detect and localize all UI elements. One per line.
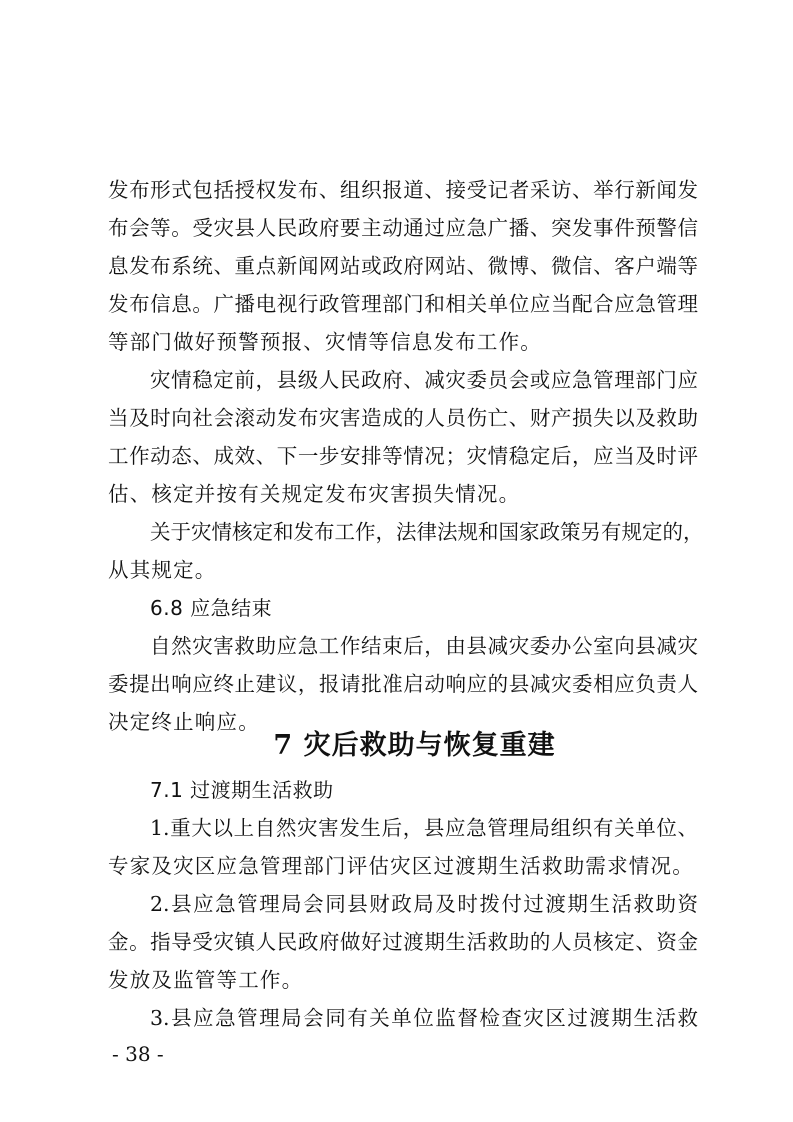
paragraph-line: 专家及灾区应急管理部门评估灾区过渡期生活救助需求情况。 [108, 854, 694, 878]
paragraph-line: 2.县应急管理局会同县财政局及时拨付过渡期生活救助资 [150, 892, 698, 916]
paragraph-line: 从其规定。 [108, 558, 217, 582]
paragraph-line: 关于灾情核定和发布工作，法律法规和国家政策另有规定的， [150, 520, 704, 544]
paragraph-line: 息发布系统、重点新闻网站或政府网站、微博、微信、客户端等 [108, 254, 698, 278]
paragraph-line: 委提出响应终止建议，报请批准启动响应的县减灾委相应负责人 [108, 672, 698, 696]
paragraph-line: 当及时向社会滚动发布灾害造成的人员伤亡、财产损失以及救助 [108, 406, 698, 430]
paragraph-line: 等部门做好预警预报、灾情等信息发布工作。 [108, 330, 542, 354]
paragraph-line: 发布形式包括授权发布、组织报道、接受记者采访、举行新闻发 [108, 178, 698, 202]
paragraph-line: 金。指导受灾镇人民政府做好过渡期生活救助的人员核定、资金 [108, 930, 698, 954]
paragraph-line: 布会等。受灾县人民政府要主动通过应急广播、突发事件预警信 [108, 216, 698, 240]
paragraph-line: 1.重大以上自然灾害发生后，县应急管理局组织有关单位、 [150, 816, 698, 840]
paragraph-line: 发布信息。广播电视行政管理部门和相关单位应当配合应急管理 [108, 292, 698, 316]
paragraph-line: 灾情稳定前，县级人民政府、减灾委员会或应急管理部门应 [150, 368, 698, 392]
paragraph-line: 工作动态、成效、下一步安排等情况；灾情稳定后，应当及时评 [108, 444, 698, 468]
chapter-heading: 7 灾后救助与恢复重建 [273, 730, 556, 761]
paragraph-line: 估、核定并按有关规定发布灾害损失情况。 [108, 482, 521, 506]
paragraph-line: 决定终止响应。 [108, 710, 260, 734]
section-heading-6-8: 6.8 应急结束 [150, 596, 273, 620]
page-number: - 38 - [112, 1042, 164, 1066]
paragraph-line: 3.县应急管理局会同有关单位监督检查灾区过渡期生活救 [150, 1006, 698, 1030]
section-heading-7-1: 7.1 过渡期生活救助 [150, 778, 334, 802]
paragraph-line: 发放及监管等工作。 [108, 968, 304, 992]
paragraph-line: 自然灾害救助应急工作结束后，由县减灾委办公室向县减灾 [150, 634, 698, 658]
